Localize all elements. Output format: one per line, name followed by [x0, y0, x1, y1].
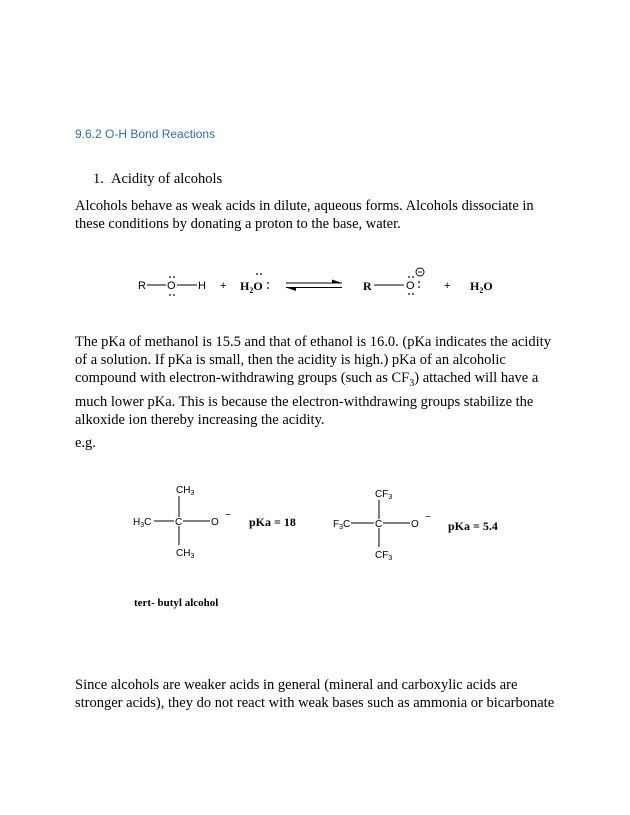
paragraph-line: these conditions by donating a proton to the base, water.: [75, 216, 401, 232]
product-o-label: O: [406, 280, 415, 292]
ex2-center-carbon: C: [375, 519, 383, 530]
negative-charge-icon: [416, 268, 424, 276]
ex1-charge: −: [225, 510, 231, 521]
ex1-caption: tert- butyl alcohol: [134, 597, 219, 609]
paragraph-line: Since alcohols are weaker acids in general (mineral and carboxylic acids are: [75, 677, 518, 693]
ex1-pka: pKa = 18: [249, 515, 296, 529]
plus-sign: +: [220, 280, 227, 292]
product-r-label: R: [363, 279, 372, 293]
paragraph-line: Alcohols behave as weak acids in dilute, aqueous forms. Alcohols dissociate in: [75, 198, 534, 214]
ex2-bottom-group: $CF_3$: [375, 550, 393, 562]
ex2-top-group: $CF_3$: [375, 489, 393, 501]
paragraph-line: compound with electron-withdrawing groups (such as $CF_3$) attached will have a: [75, 370, 539, 389]
ex2-pka: pKa = 5.4: [448, 519, 498, 533]
water-product-label: $H_2O$: [470, 279, 493, 295]
reactant-o-label: O: [167, 280, 176, 292]
water-label: $H_2O$: [240, 279, 263, 295]
plus-sign: +: [444, 280, 451, 292]
alkoxide-examples-figure: [0, 478, 630, 618]
paragraph-line: The pKa of methanol is 15.5 and that of ethanol is 16.0. (pKa indicates the acidity: [75, 334, 551, 350]
list-item-acidity: [93, 171, 222, 188]
ex2-oxygen: O: [411, 519, 419, 530]
section-heading: 9.6.2 O-H Bond Reactions: [75, 127, 216, 141]
paragraph-line: alkoxide ion thereby increasing the acidity.: [75, 411, 325, 428]
ex1-bottom-group: $CH_3$: [176, 548, 195, 560]
list-item-text: Acidity of alcohols: [111, 171, 223, 187]
ex2-charge: −: [425, 512, 431, 523]
ex1-left-group: $H_3C$: [133, 517, 152, 529]
reactant-r-label: R: [138, 280, 146, 292]
paragraph-line: stronger acids), they do not react with weak bases such as ammonia or bicarbonate: [75, 695, 555, 711]
ex2-left-group: $F_3C$: [333, 519, 351, 531]
ex1-center-carbon: C: [175, 517, 183, 528]
equilibrium-arrow-icon: [286, 280, 342, 292]
list-number: 1.: [93, 171, 104, 187]
paragraph-line: much lower pKa. This is because the electron-withdrawing groups stabilize the: [75, 393, 534, 410]
paragraph-pka: [75, 333, 555, 429]
paragraph-line: of a solution. If pKa is small, then the acidity is high.) pKa of an alcoholic: [75, 352, 506, 368]
example-label: e.g.: [75, 435, 96, 451]
paragraph-intro: [75, 197, 555, 233]
ex1-oxygen: O: [211, 517, 219, 528]
dissociation-reaction-figure: [0, 262, 630, 302]
reactant-h-label: H: [198, 280, 206, 292]
ex1-top-group: $CH_3$: [176, 485, 195, 497]
paragraph-bases: [75, 676, 555, 712]
